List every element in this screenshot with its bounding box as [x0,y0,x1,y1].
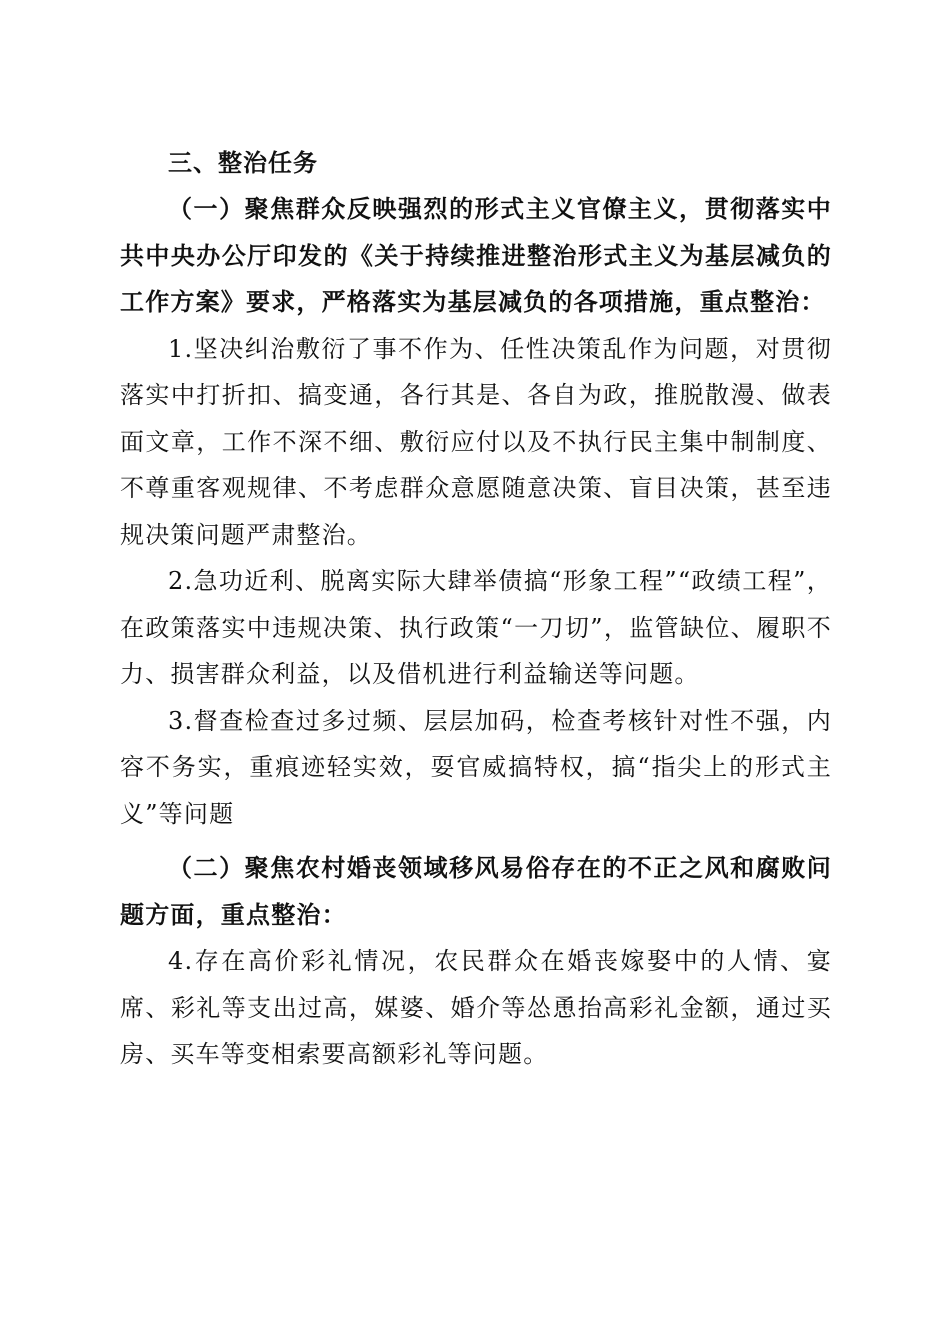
item-4-paragraph: 4.存在高价彩礼情况，农民群众在婚丧嫁娶中的人情、宴席、彩礼等支出过高，媒婆、婚介等怂恿抬高彩礼金额，通过买房、买车等变相索要高额彩礼等问题。 [120,947,832,1068]
item-3-paragraph: 3.督查检查过多过频、层层加码，检查考核针对性不强，内容不务实，重痕迹轻实效，耍官威搞特权，搞“指尖上的形式主义”等问题 [120,706,832,828]
section-heading: 三、整治任务 [168,148,318,177]
item-2-paragraph: 2.急功近利、脱离实际大肆举债搞“形象工程”“政绩工程”，在政策落实中违规决策、执行政策“一刀切”，监管缺位、履职不力、损害群众利益，以及借机进行利益输送等问题。 [120,567,832,688]
subsection-one-paragraph: （一）聚焦群众反映强烈的形式主义官僚主义，贯彻落实中共中央办公厅印发的《关于持续推进整治形式主义为基层减负的工作方案》要求，严格落实为基层减负的各项措施，重点整治： [120,194,832,316]
subsection-two-paragraph: （二）聚焦农村婚丧领域移风易俗存在的不正之风和腐败问题方面，重点整治： [120,853,832,929]
document-body [120,140,832,1078]
item-1-paragraph: 1.坚决纠治敷衍了事不作为、任性决策乱作为问题，对贯彻落实中打折扣、搞变通，各行其是、各自为政，推脱散漫、做表面文章，工作不深不细、敷衍应付以及不执行民主集中制制度、不尊重客观规律、不考虑群众意愿随意决策、盲目决策，甚至违规决策问题严肃整治。 [120,334,832,549]
